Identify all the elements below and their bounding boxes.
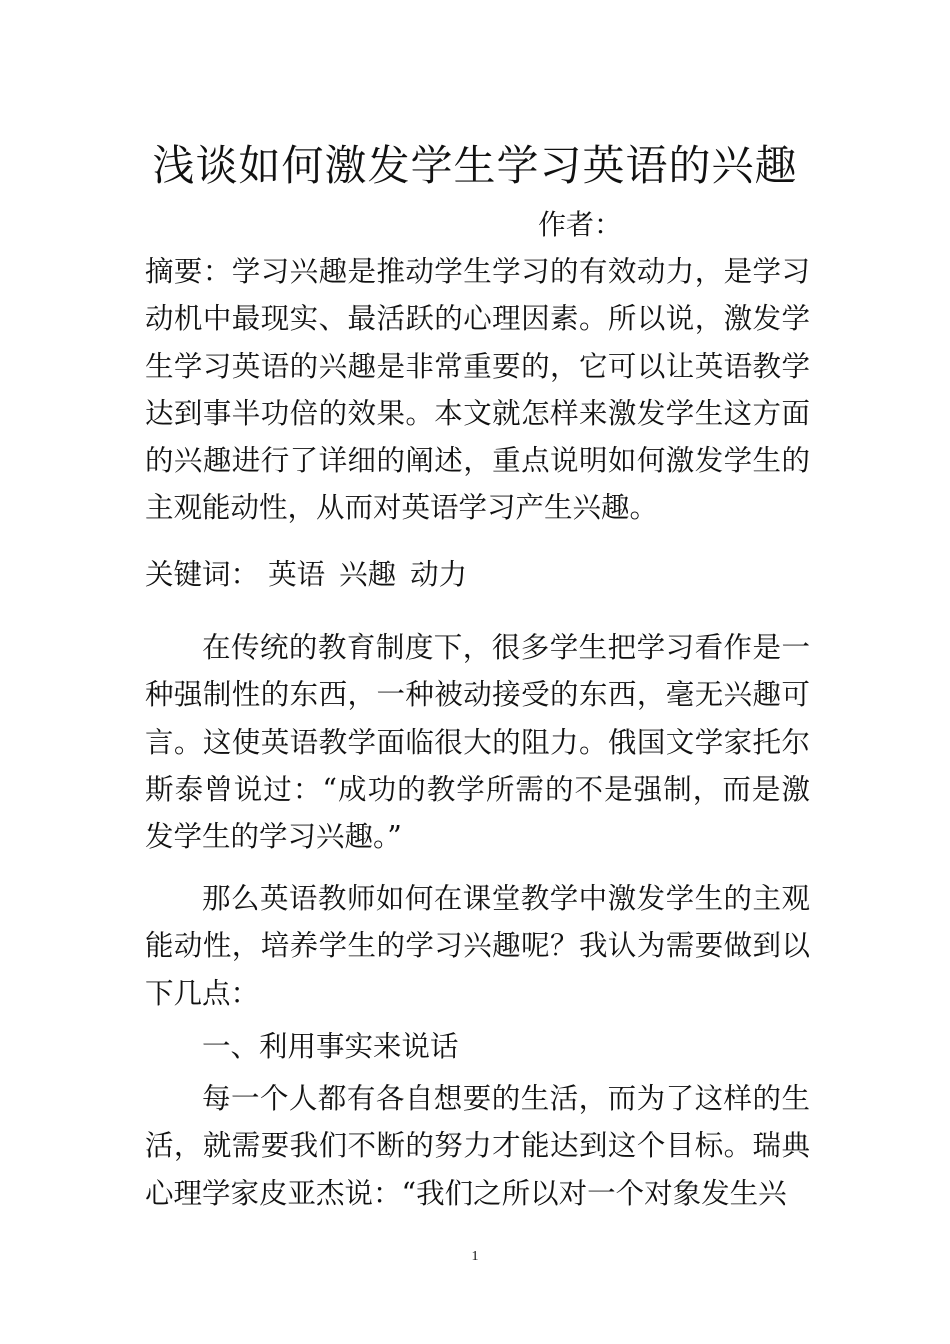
author-label: 作者： [538, 208, 623, 241]
keyword-item: 英语 [268, 558, 326, 591]
body-paragraph: 在传统的教育制度下，很多学生把学习看作是一种强制性的东西，一种被动接受的东西，毫无兴趣可言。这使英语教学面临很大的阻力。俄国文学家托尔斯泰曾说过：“成功的教学所需的不是强制，而是激发学生的学习兴趣。” [145, 631, 810, 854]
section-heading: 一、利用事实来说话 [202, 1030, 459, 1063]
keywords-line [145, 551, 810, 598]
body-paragraph: 每一个人都有各自想要的生活，而为了这样的生活，就需要我们不断的努力才能达到这个目标。瑞典心理学家皮亚杰说：“我们之所以对一个对象发生兴 [145, 1082, 810, 1210]
keyword-item: 动力 [410, 558, 468, 591]
keyword-item: 兴趣 [339, 558, 397, 591]
document-title: 浅谈如何激发学生学习英语的兴趣 [152, 141, 798, 190]
keywords-label: 关键词： [145, 558, 260, 591]
abstract-paragraph: 摘要：学习兴趣是推动学生学习的有效动力，是学习动机中最现实、最活跃的心理因素。所以说，激发学生学习英语的兴趣是非常重要的，它可以让英语教学达到事半功倍的效果。本文就怎样来激发学生这方面的兴趣进行了详细的阐述，重点说明如何激发学生的主观能动性，从而对英语学习产生兴趣。 [145, 255, 810, 525]
body-paragraph: 那么英语教师如何在课堂教学中激发学生的主观能动性，培养学生的学习兴趣呢？我认为需要做到以下几点： [145, 882, 810, 1010]
page-number: 1 [471, 1249, 479, 1264]
